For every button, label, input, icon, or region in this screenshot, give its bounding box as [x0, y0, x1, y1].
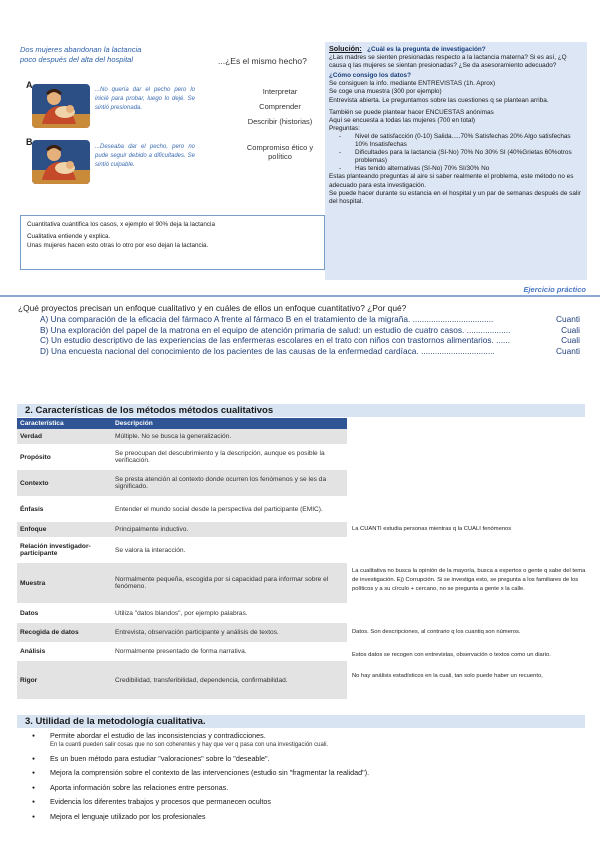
cuanti-note-line2: Cualitativa entiende y explica.	[27, 233, 111, 240]
section2-title: 2. Características de los métodos métodos cualitativos	[17, 404, 585, 417]
action-compromiso: Compromiso ético y político	[246, 143, 314, 161]
list-item-text: Aporta información sobre las relaciones entre personas.	[50, 782, 229, 792]
solution-q2-line2: Se coge una muestra (300 por ejemplo)	[329, 88, 442, 96]
list-item	[38, 754, 588, 764]
table-cell-description: Entrevista, observación participante y análisis de textos.	[112, 623, 347, 642]
table-row	[17, 642, 347, 661]
solution-q1: ¿Cuál es la pregunta de investigación?	[367, 46, 486, 53]
list-item	[38, 812, 588, 822]
option-answer: Cuali	[561, 335, 580, 345]
table-cell-characteristic: Verdad	[17, 429, 112, 444]
option-answer: Cuanti	[556, 314, 580, 324]
table-row	[17, 603, 347, 623]
table-row	[17, 563, 347, 603]
table-row	[17, 537, 347, 563]
table-cell-description: Utiliza "datos blandos", por ejemplo palabras.	[112, 603, 347, 623]
table-cell-characteristic: Propósito	[17, 444, 112, 470]
table-header-row	[17, 418, 347, 429]
option-text: A) Una comparación de la eficacia del fármaco A frente al fármaco B en el tratamiento de la migraña. ...................................	[40, 314, 494, 324]
exercise-option-a	[40, 314, 580, 325]
note-personas: La CUANTI estudia personas mientras q la CUALI fenómenos	[352, 526, 512, 532]
solution-q1-text: ¿Las madres se sienten presionadas respecto a la lactancia materna? Si es así, ¿Q causa q las mujeres se sientan presionadas? ¿Se da asesoramiento adecuado?	[329, 54, 567, 70]
case-question: ...¿Es el mismo hecho?	[218, 56, 307, 66]
note-datos: Datos. Son descripciones, al contrario q los cuantiq son números.	[352, 629, 521, 635]
list-item	[38, 783, 588, 793]
table-cell-characteristic: Énfasis	[17, 496, 112, 522]
case-b-quote: ...Deseaba dar el pecho, pero no pude seguir debido a dificultades. Se sintió culpable.	[95, 144, 195, 168]
table-cell-description: Se presta atención al contexto donde ocurren los fenómenos y se les da significado.	[112, 470, 347, 496]
table-cell-characteristic: Datos	[17, 603, 112, 623]
solution-item: - Nivel de satisfacción (0-10) Salida.....70% Satisfechas 20% Algo satisfechas 10% Insatisfechas	[355, 133, 583, 149]
table-row	[17, 444, 347, 470]
case-title-line1: Dos mujeres abandonan la lactancia	[20, 45, 142, 54]
mother-baby-image-a	[32, 84, 90, 128]
table-cell-description: Entender el mundo social desde la perspectiva del participante (EMIC).	[112, 496, 347, 522]
list-item-text: Mejora el lenguaje utilizado por los profesionales	[50, 811, 206, 821]
table-cell-characteristic: Recogida de datos	[17, 623, 112, 642]
solution-title: Solución:	[329, 44, 362, 53]
table-cell-description: Credibilidad, transferibilidad, dependencia, confirmabilidad.	[112, 661, 347, 699]
table-row	[17, 623, 347, 642]
table-header: Característica	[17, 418, 112, 429]
table-cell-characteristic: Muestra	[17, 563, 112, 603]
table-row	[17, 470, 347, 496]
note-analisis: No hay análisis estadísticos en la cuali, tan solo puede haber un recuento,	[352, 673, 543, 679]
exercise-divider	[0, 295, 600, 297]
option-answer: Cuali	[561, 324, 580, 335]
utility-list	[38, 731, 588, 827]
list-item	[38, 768, 588, 778]
cuanti-note-line1: Cuantitativa cuantifica los casos, x ejemplo el 90% deja la lactancia	[27, 221, 215, 228]
option-text: D) Una encuesta nacional del conocimiento de los pacientes de las causas de la enfermedad cardíaca. ................................	[40, 345, 495, 356]
list-item-text: Evidencia los diferentes trabajos y procesos que permanecen ocultos	[50, 797, 271, 807]
exercise-question: ¿Qué proyectos precisan un enfoque cualitativo y en cuáles de ellos un enfoque cuantitativo? ¿Por qué?	[18, 303, 407, 313]
table-cell-description: Se valora la interacción.	[112, 537, 347, 563]
exercise-options	[40, 314, 580, 356]
table-cell-characteristic: Análisis	[17, 642, 112, 661]
solution-q2-line1: Se consiguen la info. mediante ENTREVISTAS (1h. Aprox)	[329, 80, 496, 88]
table-cell-characteristic: Relación investigador-participante	[17, 537, 112, 563]
exercise-option-b	[40, 325, 580, 336]
table-row	[17, 429, 347, 444]
solution-enc-questions: Preguntas:	[329, 124, 360, 132]
list-item-text: Permite abordar el estudio de las inconsistencias y contradicciones.	[50, 731, 266, 740]
solution-q2-line3: Entrevista abierta. Le preguntamos sobre las cuestiones q se plantean arriba.	[329, 96, 549, 104]
table-cell-description: Normalmente presentado de forma narrativa.	[112, 642, 347, 661]
table-row	[17, 522, 347, 537]
exercise-option-c	[40, 335, 580, 346]
table-cell-description: Principalmente inductivo.	[112, 522, 347, 537]
table-row	[17, 496, 347, 522]
solution-items	[329, 133, 583, 173]
solution-closing1: Estas planteando preguntas al aire si saber realmente el problema, este método no es adecuado para esta investigación.	[329, 173, 574, 189]
case-b-letter: B	[26, 137, 33, 147]
option-text: C) Un estudio descriptivo de las experiencias de las enfermeras escolares en el trato con niños con trastornos alimentarios. ......	[40, 335, 510, 345]
option-answer: Cuanti	[556, 345, 580, 356]
action-comprender: Comprender	[259, 102, 301, 111]
table-cell-characteristic: Enfoque	[17, 522, 112, 537]
solution-enc-all: Aquí se encuesta a todas las mujeres (700 en total)	[329, 116, 476, 124]
table-cell-description: Normalmente pequeña, escogida por si capacidad para informar sobre el fenómeno.	[112, 563, 347, 603]
table-cell-description: Se preocupan del descubrimiento y la descripción, aunque es posible la verificación.	[112, 444, 347, 470]
action-describir: Describir (historias)	[247, 117, 313, 126]
note-muestra: La cualitativa no busca la opinión de la mayoría, busca a expertos o gente q sabe del tema de investigación. Ej) Corrupción. Si se investiga esto, se pregunta a los familiares de los políticos y a su círculo + cercano, no se pregunta a gente x la calle.	[352, 568, 586, 592]
case-title-line2: poco después del alta del hospital	[20, 55, 133, 64]
list-item	[38, 797, 588, 807]
solution-closing2: Se puede hacer durante su estancia en el hospital y un par de semanas después de salir del hospital.	[329, 189, 581, 205]
characteristics-table	[17, 418, 347, 699]
table-cell-description: Múltiple. No se busca la generalización.	[112, 429, 347, 444]
list-item-text: Es un buen método para estudiar "valoraciones" sobre lo "deseable".	[50, 753, 270, 763]
mother-baby-image-b	[32, 140, 90, 184]
exercise-option-d	[40, 346, 580, 357]
solution-panel	[325, 42, 587, 280]
case-title	[20, 45, 240, 65]
list-item-text: Mejora la comprensión sobre el contexto de las intervenciones (estudio sin "fragmentar la realidad").	[50, 768, 370, 778]
table-row	[17, 661, 347, 699]
section3-title: 3. Utilidad de la metodología cualitativa.	[17, 715, 585, 728]
solution-item: - Has tenido alternativas (SI-No) 70% SI/30% No	[355, 165, 583, 173]
table-header: Descripción	[112, 418, 347, 429]
table-cell-characteristic: Rigor	[17, 661, 112, 699]
cuanti-note-line3: Unas mujeres hacen esto otras lo otro por eso dejan la lactancia.	[27, 242, 209, 249]
note-recogida: Estos datos se recogen con entrevistas, observación o textos como un diario.	[352, 652, 551, 658]
case-a-letter: A	[26, 80, 33, 90]
solution-q2: ¿Cómo consigo los datos?	[329, 72, 412, 80]
case-a-quote: ...No quería dar el pecho pero lo inicié para probar, luego lo dejé. Se sintió presionada.	[95, 87, 195, 111]
list-item-sub: En la cuanti pueden salir cosas que no son coherentes y hay que ver q pasa con una investigación cuali.	[50, 742, 329, 748]
table-cell-characteristic: Contexto	[17, 470, 112, 496]
exercise-label: Ejercicio práctico	[523, 285, 586, 294]
option-text: B) Una exploración del papel de la matrona en el equipo de atención primaria de salud: un estudio de cuatro casos. ...................	[40, 324, 511, 335]
cuanti-cuali-note-box	[20, 215, 325, 270]
action-interpretar: Interpretar	[262, 87, 298, 96]
solution-item: - Dificultades para la lactancia (SI-No) 70% No 30% SI (40%Grietas 60%otros problemas)	[355, 149, 583, 165]
solution-enc-intro: También se puede plantear hacer ENCUESTAS anónimas	[329, 108, 494, 116]
list-item	[38, 731, 588, 749]
